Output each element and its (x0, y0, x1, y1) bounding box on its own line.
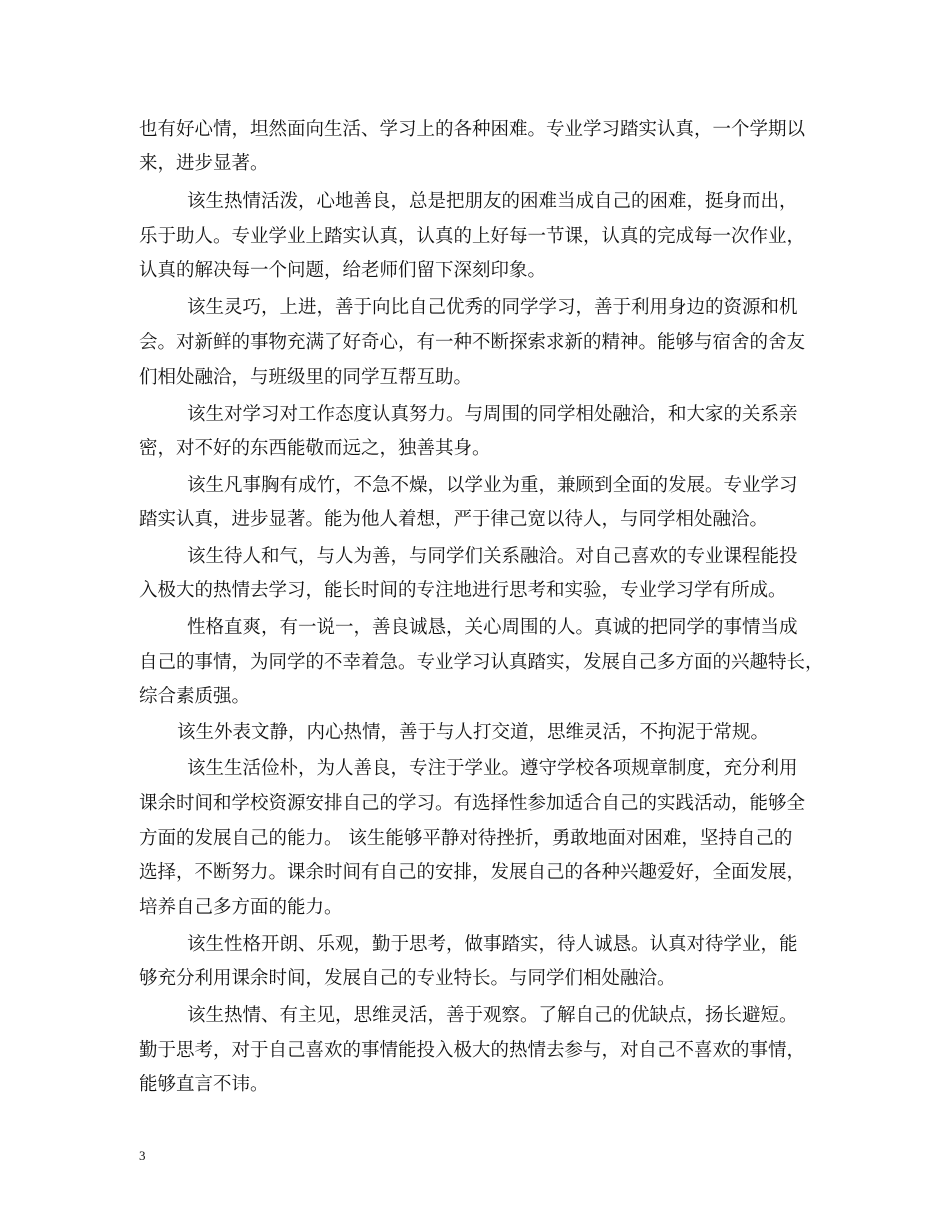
text-line: 够充分利用课余时间，发展自己的专业特长。与同学们相处融洽。 (139, 968, 676, 989)
text-line: 该生凡事胸有成竹，不急不燥，以学业为重，兼顾到全面的发展。专业学习 (187, 475, 798, 496)
text-line: 性格直爽，有一说一，善良诚恳，关心周围的人。真诚的把同学的事情当成 (187, 617, 798, 638)
text-line: 综合素质强。 (139, 686, 251, 707)
text-line: 该生待人和气，与人为善，与同学们关系融洽。对自己喜欢的专业课程能投 (187, 546, 798, 567)
text-line: 该生性格开朗、乐观，勤于思考，做事踏实，待人诚恳。认真对待学业，能 (187, 934, 798, 955)
text-line: 该生热情、有主见，思维灵活，善于观察。了解自己的优缺点，扬长避短。 (187, 1005, 798, 1026)
text-line: 课余时间和学校资源安排自己的学习。有选择性参加适合自己的实践活动，能够全 (139, 793, 806, 814)
text-line: 该生外表文静，内心热情，善于与人打交道，思维灵活，不拘泥于常规。 (177, 722, 770, 743)
text-line: 能够直言不讳。 (139, 1074, 269, 1095)
text-line: 选择，不断努力。课余时间有自己的安排，发展自己的各种兴趣爱好，全面发展， (139, 862, 806, 883)
text-line: 来，进步显著。 (139, 153, 269, 174)
text-line: 密，对不好的东西能敬而远之，独善其身。 (139, 438, 491, 459)
text-line: 也有好心情，坦然面向生活、学习上的各种困难。专业学习踏实认真，一个学期以 (139, 119, 806, 140)
text-line: 该生灵巧，上进，善于向比自己优秀的同学学习，善于利用身边的资源和机 (187, 297, 798, 318)
text-line: 们相处融洽，与班级里的同学互帮互助。 (139, 367, 473, 388)
text-line: 会。对新鲜的事物充满了好奇心，有一种不断探索求新的精神。能够与宿舍的舍友 (139, 332, 806, 353)
text-line: 认真的解决每一个问题，给老师们留下深刻印象。 (139, 260, 547, 281)
page-number: 3 (139, 1148, 146, 1163)
text-line: 自己的事情，为同学的不幸着急。专业学习认真踏实，发展自己多方面的兴趣特长， (139, 652, 824, 673)
text-line: 该生对学习对工作态度认真努力。与周围的同学相处融洽，和大家的关系亲 (187, 404, 798, 425)
text-line: 培养自己多方面的能力。 (139, 897, 343, 918)
text-line: 入极大的热情去学习，能长时间的专注地进行思考和实验，专业学习学有所成。 (139, 580, 787, 601)
text-line: 该生热情活泼，心地善良，总是把朋友的困难当成自己的困难，挺身而出， (187, 191, 798, 212)
text-line: 方面的发展自己的能力。 该生能够平静对待挫折，勇敢地面对困难，坚持自己的 (139, 828, 793, 849)
text-line: 勤于思考，对于自己喜欢的事情能投入极大的热情去参与，对自己不喜欢的事情， (139, 1040, 806, 1061)
text-line: 该生生活俭朴，为人善良，专注于学业。遵守学校各项规章制度，充分利用 (187, 758, 798, 779)
text-line: 乐于助人。专业学业上踏实认真，认真的上好每一节课，认真的完成每一次作业， (139, 226, 806, 247)
text-line: 踏实认真，进步显著。能为他人着想，严于律己宽以待人，与同学相处融洽。 (139, 509, 769, 530)
